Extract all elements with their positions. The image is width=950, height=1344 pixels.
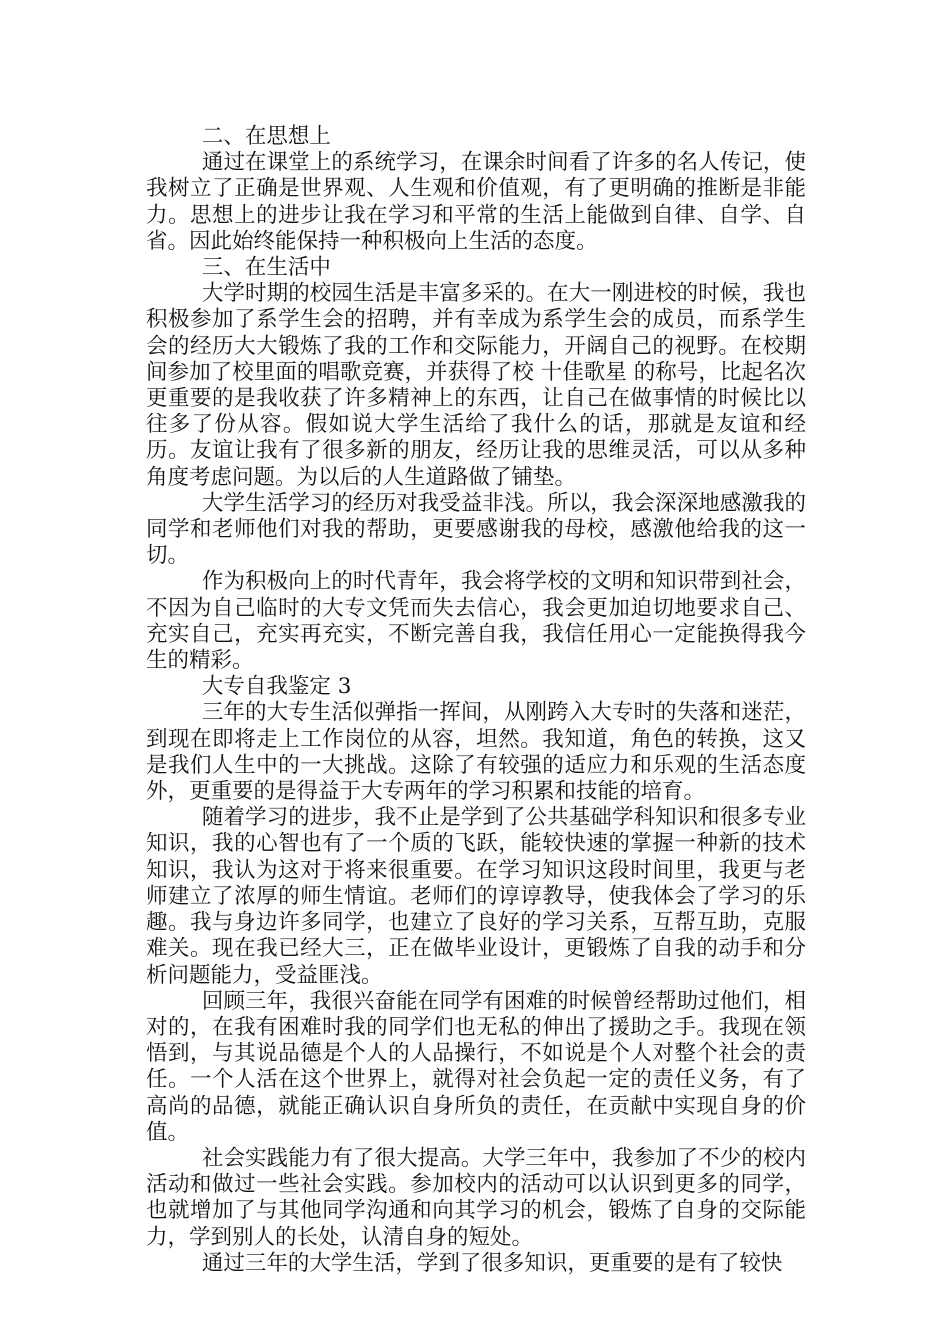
paragraph: 大学生活学习的经历对我受益非浅。所以，我会深深地感激我的同学和老师他们对我的帮助，更要感谢我的母校，感激他给我的这一切。 [146, 490, 806, 569]
paragraph: 通过三年的大学生活，学到了很多知识，更重要的是有了较快 [201, 1250, 783, 1276]
section-heading-thought: 二、在思想上 [201, 124, 331, 149]
paragraph: 三年的大专生活似弹指一挥间，从刚跨入大专时的失落和迷茫，到现在即将走上工作岗位的从容，坦然。我知道，角色的转换，这又是我们人生中的一大挑战。这除了有较强的适应力和乐观的生活态度外，更重要的是得益于大专两年的学习积累和技能的培育。 [146, 700, 806, 805]
section-heading-self-assessment-3: 大专自我鉴定 3 [201, 674, 352, 700]
paragraph: 通过在课堂上的系统学习，在课余时间看了许多的名人传记，使我树立了正确是世界观、人生观和价值观，有了更明确的推断是非能力。思想上的进步让我在学习和平常的生活上能做到自律、自学、自省。因此始终能保持一种积极向上生活的态度。 [146, 150, 806, 254]
paragraph: 作为积极向上的时代青年，我会将学校的文明和知识带到社会，不因为自己临时的大专文凭而失去信心，我会更加迫切地要求自己、充实自己，充实再充实，不断完善自我，我信任用心一定能换得我今生的精彩。 [146, 569, 806, 674]
paragraph: 大学时期的校园生活是丰富多采的。在大一刚进校的时候，我也积极参加了系学生会的招聘，并有幸成为系学生会的成员，而系学生会的经历大大锻炼了我的工作和交际能力，开阔自己的视野。在校期间参加了校里面的唱歌竞赛，并获得了校 十佳歌星 的称号，比起名次更重要的是我收获了许多精神上的东西，让自己在做事情的时候比以往多了份从容。假如说大学生活给了我什么的话，那就是友谊和经历。友谊让我有了很多新的朋友，经历让我的思维灵活，可以从多种角度考虑问题。为以后的人生道路做了铺垫。 [146, 281, 806, 490]
paragraph: 回顾三年，我很兴奋能在同学有困难的时候曾经帮助过他们，相对的，在我有困难时我的同学们也无私的伸出了援助之手。我现在领悟到，与其说品德是个人的人品操行，不如说是个人对整个社会的责任。一个人活在这个世界上，就得对社会负起一定的责任义务，有了高尚的品德，就能正确认识自身所负的责任，在贡献中实现自身的价值。 [146, 988, 806, 1145]
section-heading-life: 三、在生活中 [201, 255, 331, 281]
document-body [146, 124, 806, 1277]
paragraph: 随着学习的进步，我不止是学到了公共基础学科知识和很多专业知识，我的心智也有了一个质的飞跃，能较快速的掌握一种新的技术知识，我认为这对于将来很重要。在学习知识这段时间里，我更与老师建立了浓厚的师生情谊。老师们的谆谆教导，使我体会了学习的乐趣。我与身边许多同学，也建立了良好的学习关系，互帮互助，克服难关。现在我已经大三，正在做毕业设计，更锻炼了自我的动手和分析问题能力，受益匪浅。 [146, 805, 806, 988]
paragraph: 社会实践能力有了很大提高。大学三年中，我参加了不少的校内活动和做过一些社会实践。参加校内的活动可以认识到更多的同学，也就增加了与其他同学沟通和向其学习的机会，锻炼了自身的交际能力，学到别人的长处，认清自身的短处。 [146, 1145, 806, 1250]
